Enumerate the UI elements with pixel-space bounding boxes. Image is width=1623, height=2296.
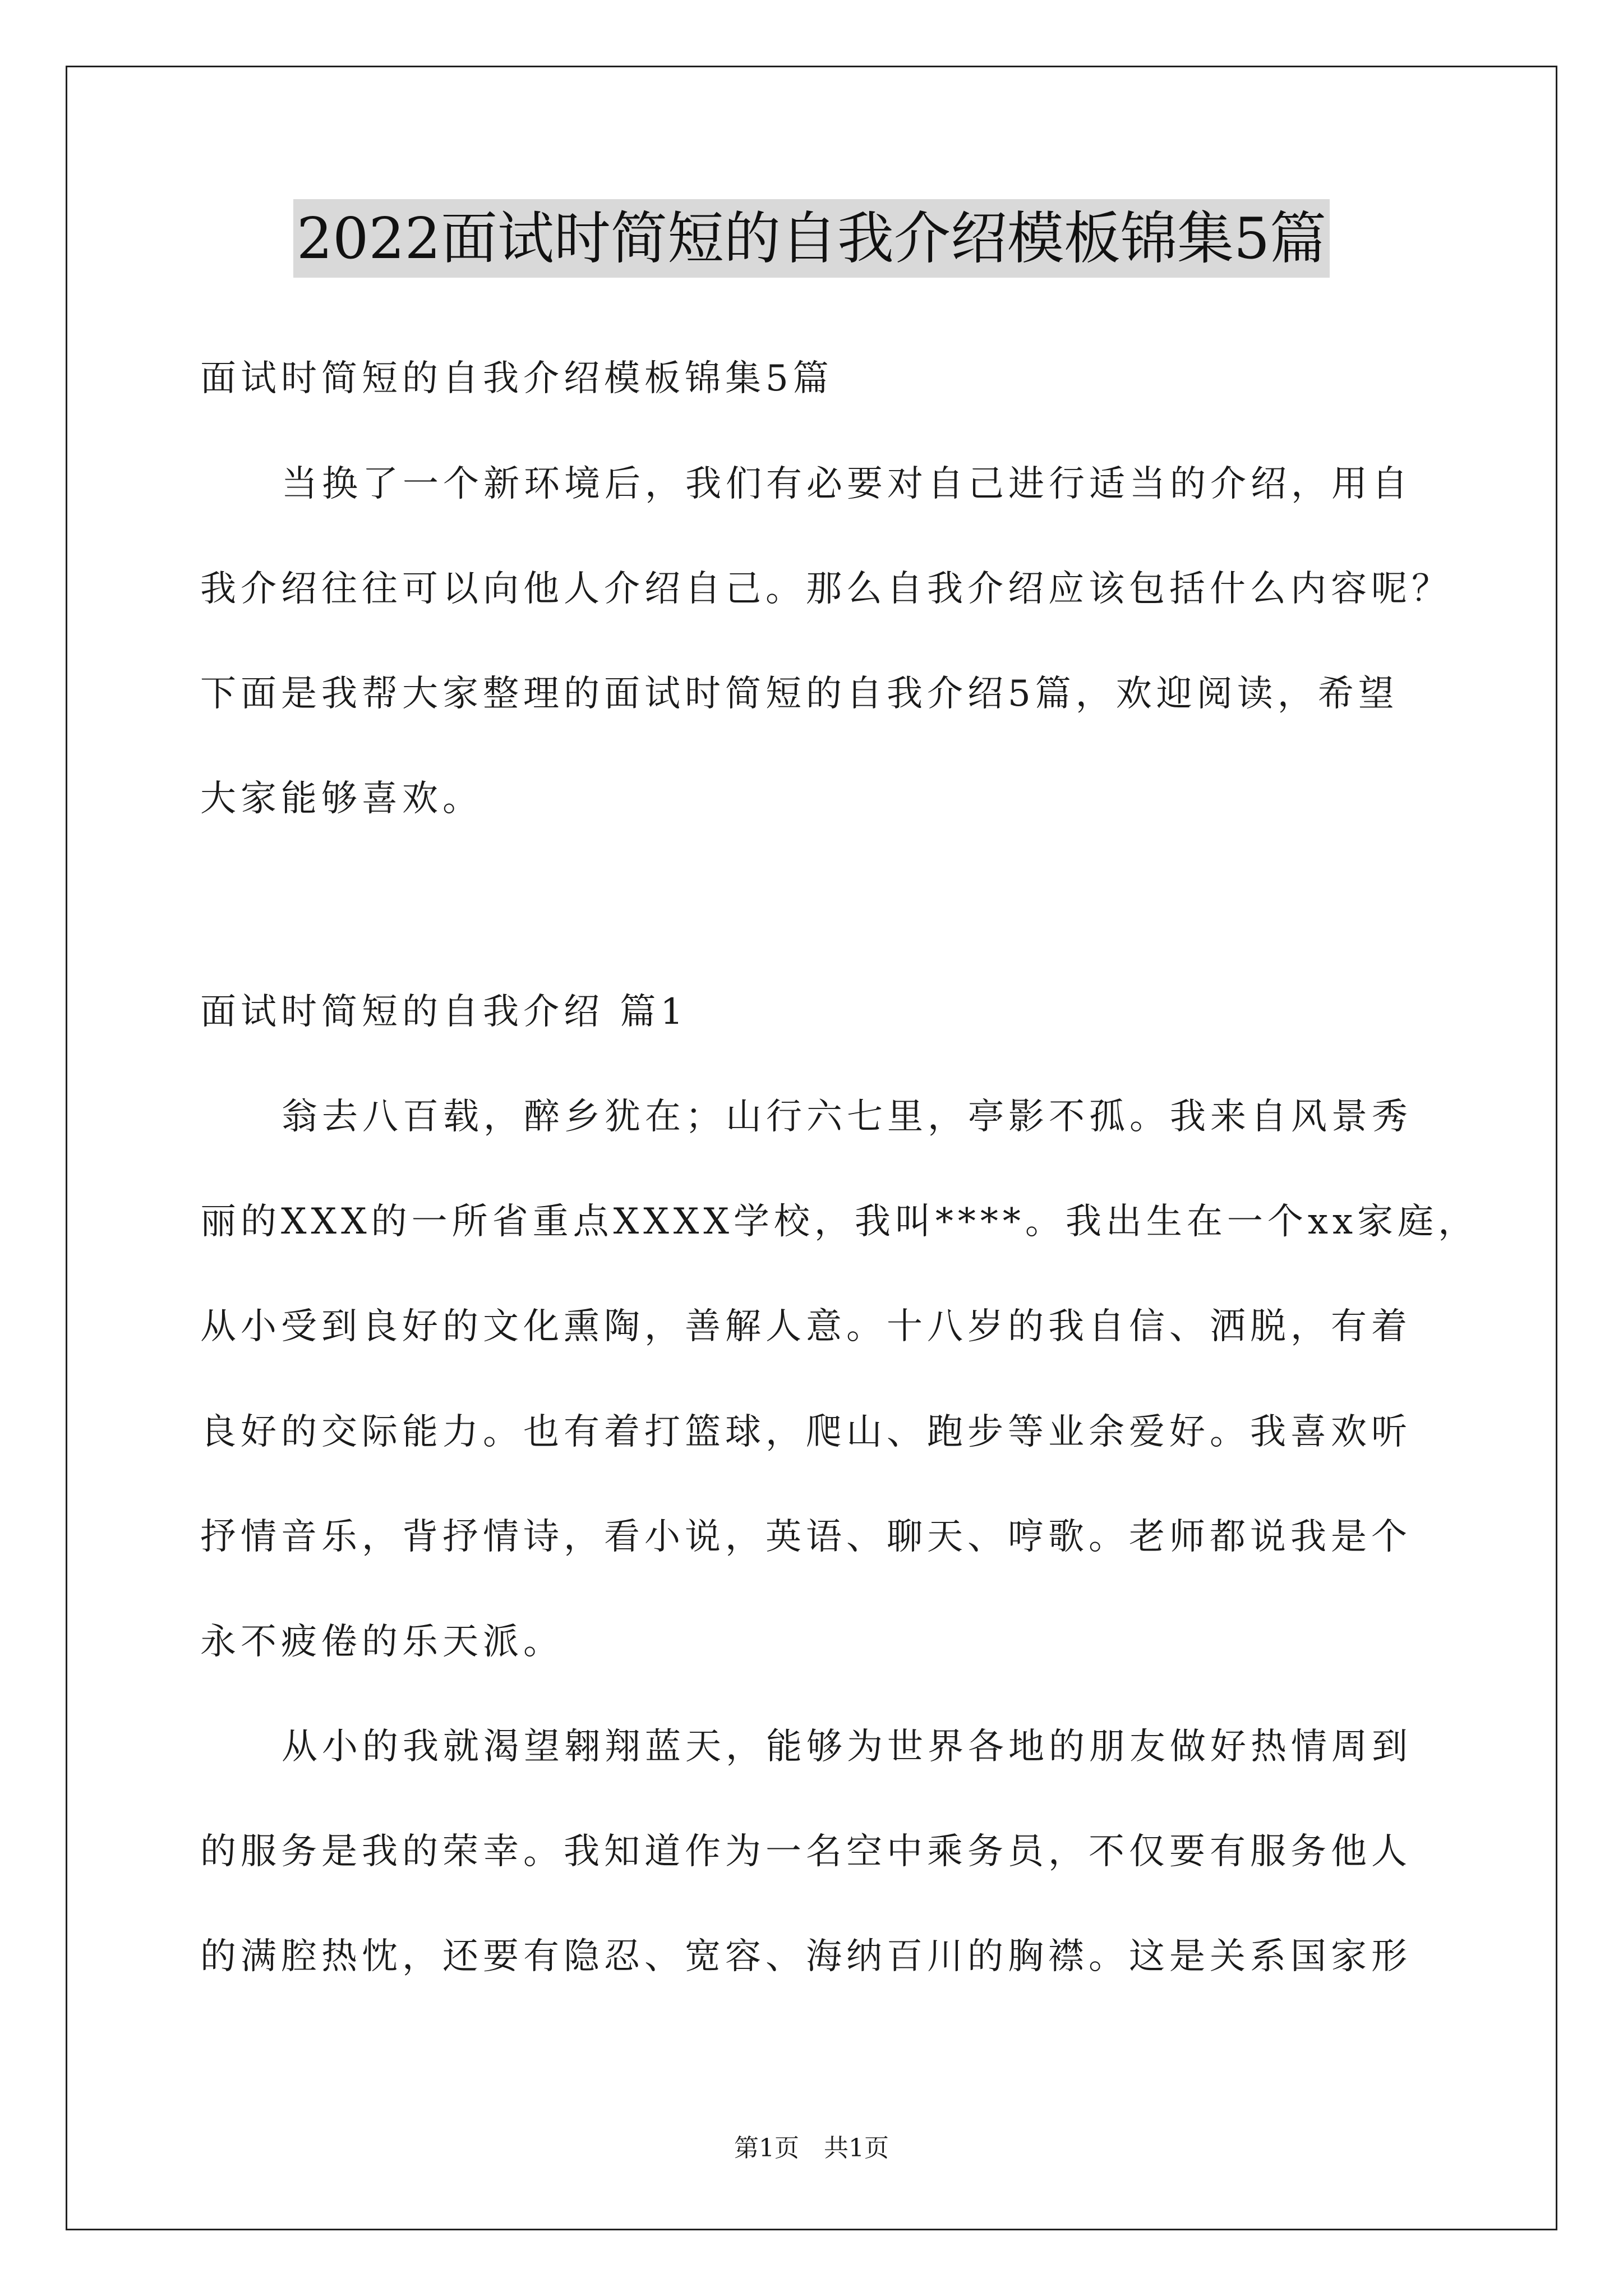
paragraph-line: 当换了一个新环境后，我们有必要对自己进行适当的介绍，用自 [282,463,1412,505]
paragraph-line: 良好的交际能力。也有着打篮球，爬山、跑步等业余爱好。我喜欢听 [200,1411,1412,1453]
paragraph-line: 翁去八百载，醉乡犹在；山行六七里，亭影不孤。我来自风景秀 [282,1096,1412,1138]
paragraph-line: 我介绍往往可以向他人介绍自己。那么自我介绍应该包括什么内容呢？ [200,568,1452,610]
paragraph-line: 从小受到良好的文化熏陶，善解人意。十八岁的我自信、洒脱，有着 [200,1306,1412,1347]
document-title: 2022面试时简短的自我介绍模板锦集5篇 [293,199,1330,278]
paragraph-line: 的满腔热忱，还要有隐忍、宽容、海纳百川的胸襟。这是关系国家形 [200,1936,1412,1977]
paragraph-line: 抒情音乐，背抒情诗，看小说，英语、聊天、哼歌。老师都说我是个 [200,1516,1412,1558]
document-title-container [0,199,1623,278]
paragraph-line: 大家能够喜欢。 [200,778,483,820]
paragraph-line: 永不疲倦的乐天派。 [200,1621,564,1663]
paragraph-line: 从小的我就渴望翱翔蓝天，能够为世界各地的朋友做好热情周到 [282,1726,1412,1768]
page-number-footer: 第1页 共1页 [734,2134,889,2162]
section-heading: 面试时简短的自我介绍 篇1 [200,991,688,1033]
paragraph-line: 丽的XXX的一所省重点XXXX学校，我叫****。我出生在一个xx家庭， [200,1201,1479,1243]
paragraph-line: 下面是我帮大家整理的面试时简短的自我介绍5篇，欢迎阅读，希望 [200,673,1399,715]
paragraph-line: 的服务是我的荣幸。我知道作为一名空中乘务员，不仅要有服务他人 [200,1831,1412,1872]
subtitle-line: 面试时简短的自我介绍模板锦集5篇 [200,358,833,399]
